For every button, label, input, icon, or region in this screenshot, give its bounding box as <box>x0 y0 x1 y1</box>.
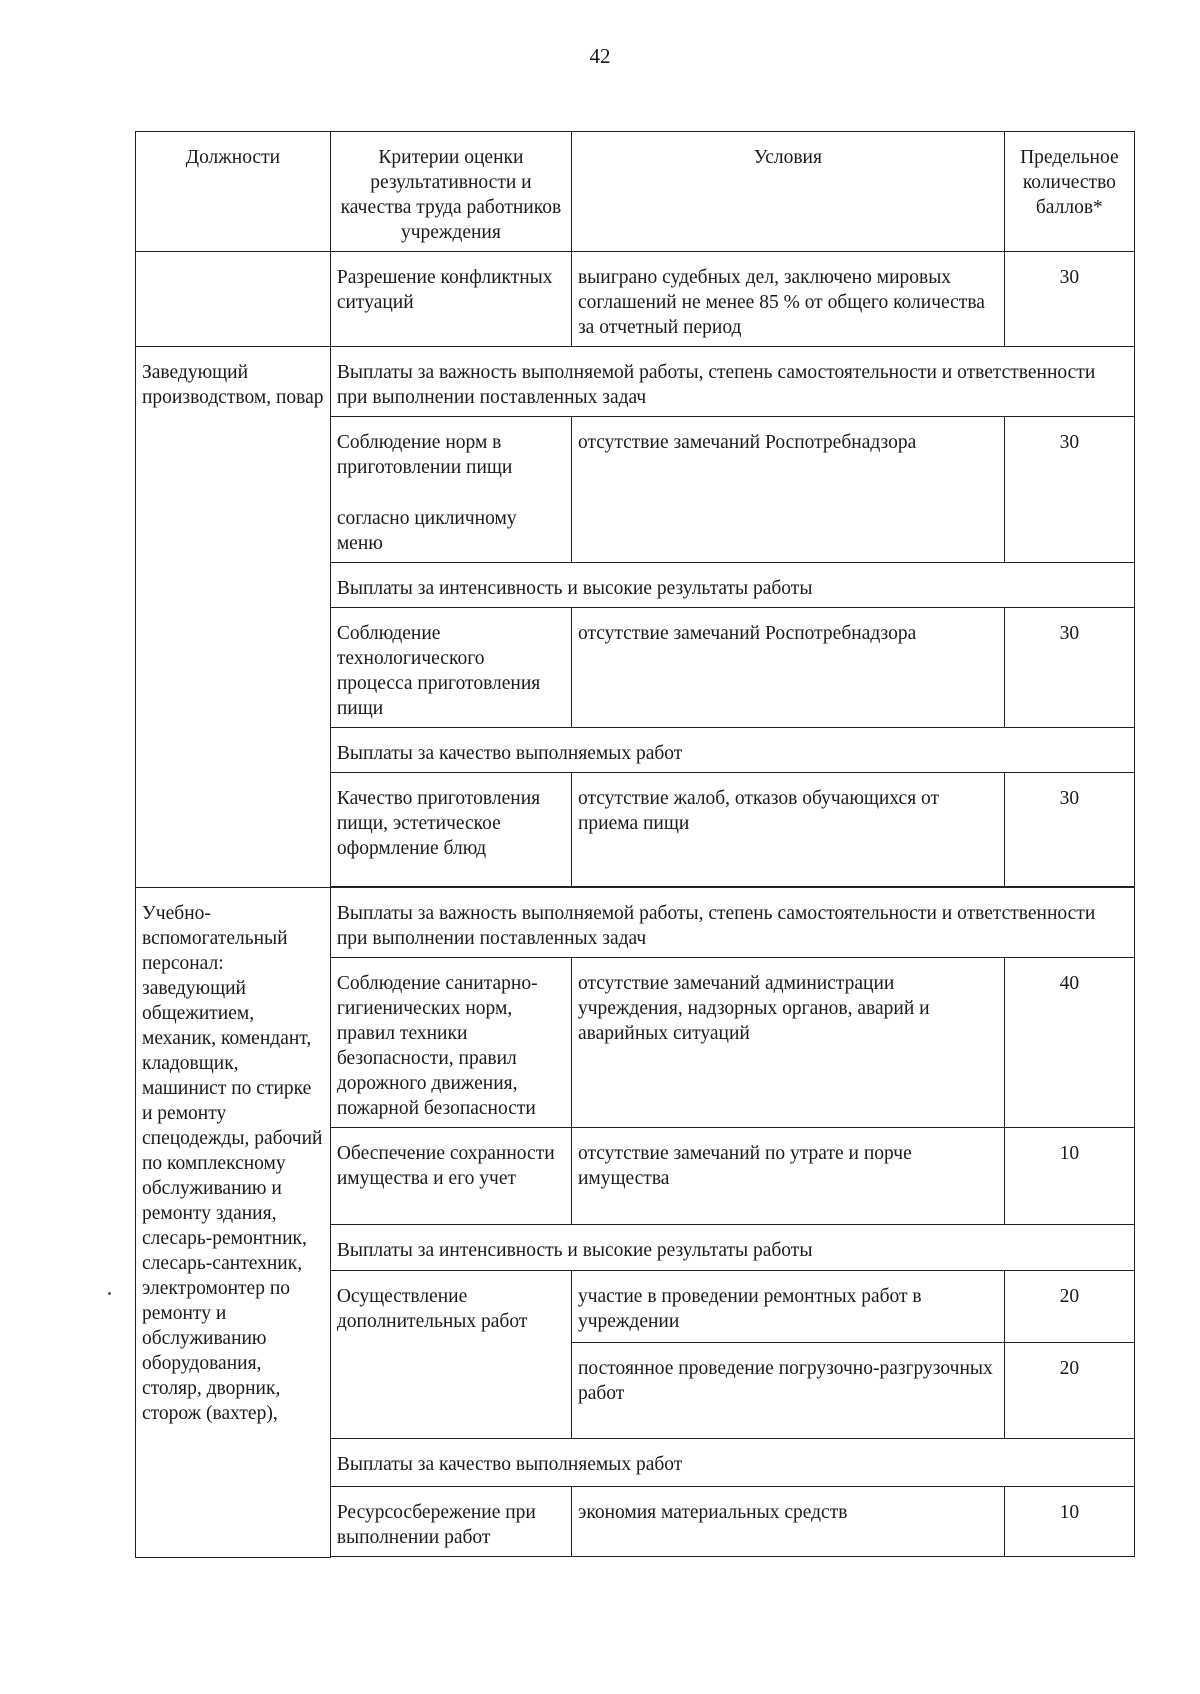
points-cell: 30 <box>1004 417 1134 563</box>
table-row <box>136 252 1135 347</box>
criterion-text: согласно цикличному меню <box>336 508 517 554</box>
condition-cell: выиграно судебных дел, заключено мировых соглашений не менее 85 % от общего количества за отчетный период <box>571 252 1004 347</box>
criterion-cell: Соблюдение технологического процесса приготовления пищи <box>330 608 571 728</box>
category-cell: Выплаты за качество выполняемых работ <box>330 728 1134 773</box>
condition-cell: отсутствие замечаний Роспотребнадзора <box>571 608 1004 728</box>
page-number: 42 <box>589 44 611 68</box>
condition-cell: участие в проведении ремонтных работ в учреждении <box>571 1271 1004 1343</box>
points-cell: 20 <box>1004 1343 1134 1439</box>
scan-speck <box>108 1292 111 1295</box>
points-cell: 30 <box>1004 773 1134 887</box>
category-cell: Выплаты за интенсивность и высокие результаты работы <box>330 563 1134 608</box>
position-cell-empty <box>136 252 331 347</box>
criterion-cell: Ресурсосбережение при выполнении работ <box>330 1487 571 1557</box>
position-cell: Заведующий производством, повар <box>136 347 331 888</box>
position-cell: Учебно-вспомогательный персонал: заведующий общежитием, механик, комендант, кладовщик, машинист по стирке и ремонту спецодежды, рабочий по комплексному обслуживанию и ремонту здания, слесарь-ремонтник, слесарь-сантехник, электромонтер по ремонту и обслуживанию оборудования, столяр, дворник, сторож (вахтер), <box>136 888 331 1558</box>
points-cell: 10 <box>1004 1128 1134 1225</box>
category-row <box>136 888 1135 958</box>
condition-cell: отсутствие замечаний Роспотребнадзора <box>571 417 1004 563</box>
criterion-text: Соблюдение норм в приготовлении пищи <box>336 432 513 478</box>
condition-cell: отсутствие замечаний администрации учреждения, надзорных органов, аварий и аварийных ситуаций <box>571 958 1004 1128</box>
points-cell: 30 <box>1004 608 1134 728</box>
criterion-cell: Качество приготовления пищи, эстетическое оформление блюд <box>330 773 571 887</box>
header-position: Должности <box>136 132 331 252</box>
condition-cell: постоянное проведение погрузочно-разгрузочных работ <box>571 1343 1004 1439</box>
criterion-cell: Соблюдение санитарно-гигиенических норм, правил техники безопасности, правил дорожного движения, пожарной безопасности <box>330 958 571 1128</box>
header-max-points: Предельное количество баллов* <box>1004 132 1134 252</box>
table-header-row <box>136 132 1135 252</box>
points-cell: 20 <box>1004 1271 1134 1343</box>
points-cell: 10 <box>1004 1487 1134 1557</box>
category-cell: Выплаты за важность выполняемой работы, степень самостоятельности и ответственности при выполнении поставленных задач <box>330 888 1134 958</box>
criterion-cell: Разрешение конфликтных ситуаций <box>330 252 571 347</box>
header-criteria: Критерии оценки результативности и качества труда работников учреждения <box>330 132 571 252</box>
category-cell: Выплаты за качество выполняемых работ <box>330 1439 1134 1487</box>
category-cell: Выплаты за важность выполняемой работы, степень самостоятельности и ответственности при выполнении поставленных задач <box>330 347 1134 417</box>
condition-cell: отсутствие жалоб, отказов обучающихся от приема пищи <box>571 773 1004 887</box>
evaluation-criteria-table <box>135 131 1135 1558</box>
condition-cell: экономия материальных средств <box>571 1487 1004 1557</box>
category-row <box>136 347 1135 417</box>
category-cell: Выплаты за интенсивность и высокие результаты работы <box>330 1225 1134 1271</box>
criterion-cell: Осуществление дополнительных работ <box>330 1271 571 1439</box>
criterion-cell <box>330 417 571 563</box>
condition-cell: отсутствие замечаний по утрате и порче имущества <box>571 1128 1004 1225</box>
points-cell: 40 <box>1004 958 1134 1128</box>
points-cell: 30 <box>1004 252 1134 347</box>
header-conditions: Условия <box>571 132 1004 252</box>
criterion-cell: Обеспечение сохранности имущества и его учет <box>330 1128 571 1225</box>
